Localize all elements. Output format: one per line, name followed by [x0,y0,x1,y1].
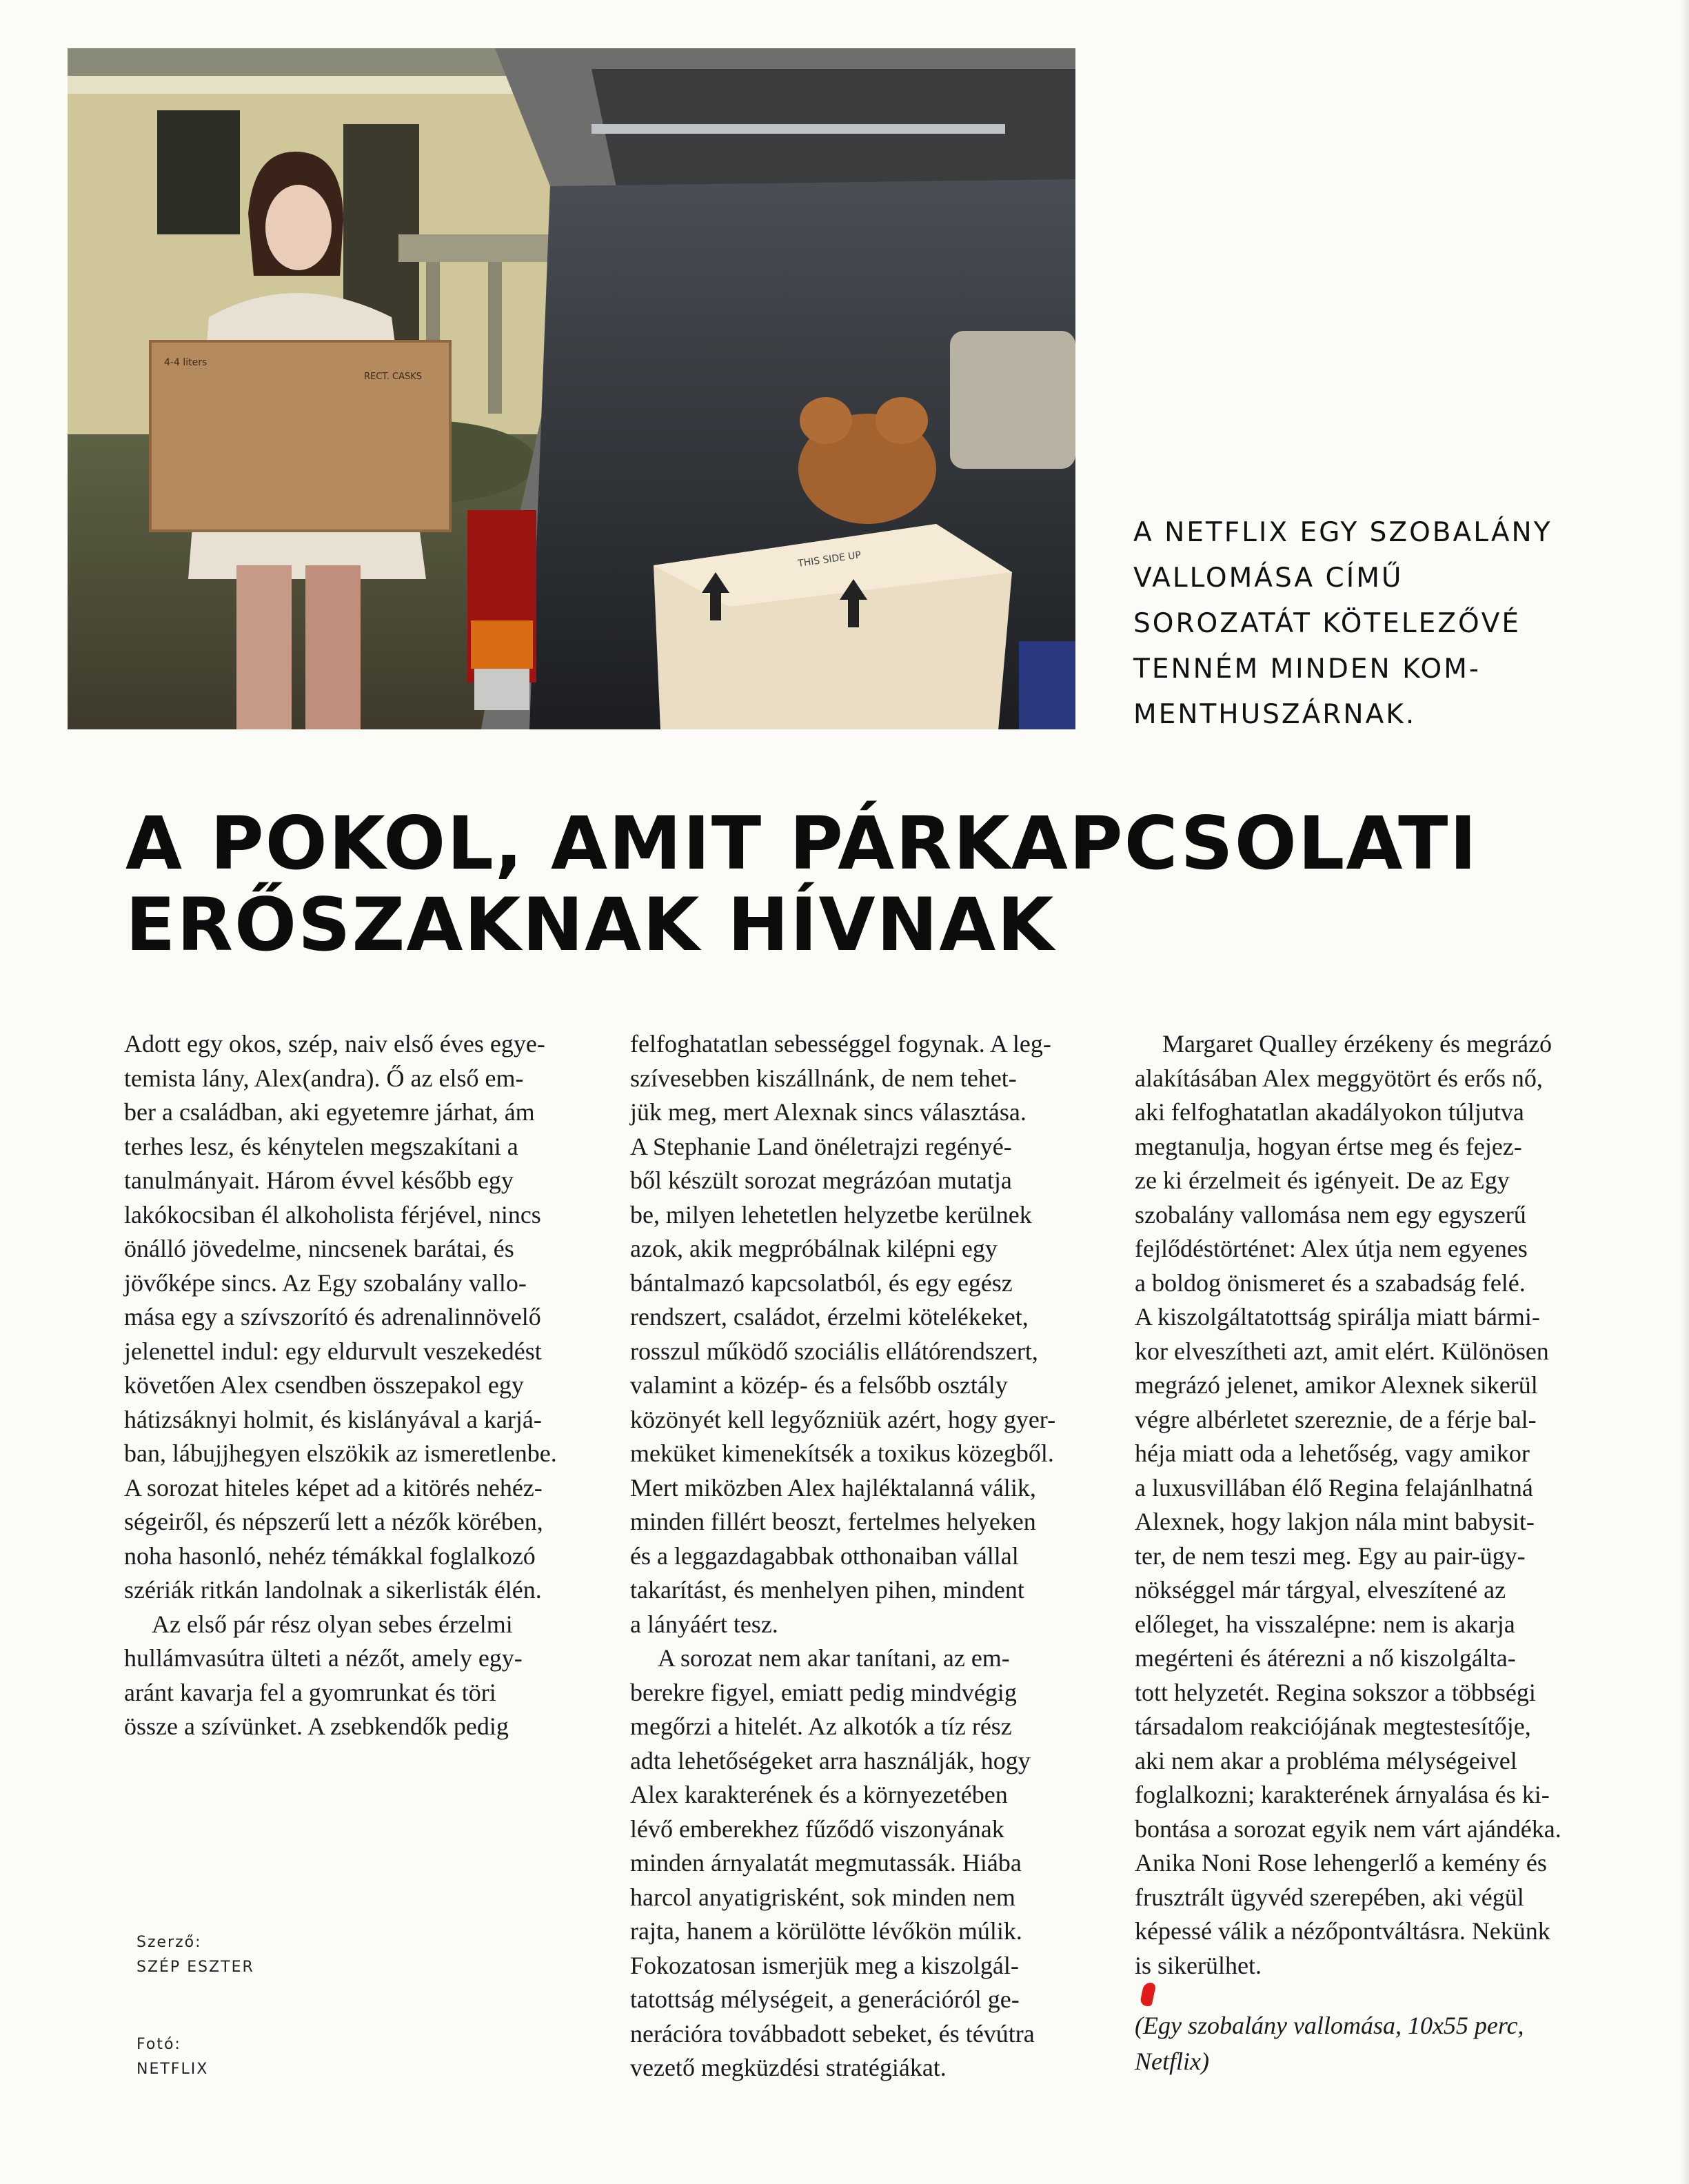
body-line: közönyét kell legyőzniük azért, hogy gyer- [630,1405,1056,1433]
body-line: a lányáért tesz. [630,1610,778,1638]
body-line: berekre figyel, emiatt pedig mindvégig [630,1678,1017,1706]
author-name: SZÉP ESZTER [136,1959,254,1976]
body-line: fejlődéstörténet: Alex útja nem egyenes [1135,1235,1528,1262]
body-line: ségeiről, és népszerű lett a nézők körében, [124,1508,543,1535]
body-line: önálló jövedelme, nincsenek barátai, és [124,1235,514,1262]
body-line: foglalkozni; karakterének árnyalása és ki- [1135,1781,1550,1808]
box-text-2: RECT. CASKS [364,372,422,382]
body-line: bántalmazó kapcsolatból, és egy egész [630,1268,1013,1297]
body-line: ze ki érzelmeit és igényeit. De az Egy [1135,1166,1510,1194]
photo-label: Fotó: [136,2036,181,2053]
body-line: Adott egy okos, szép, naiv első éves egye- [124,1030,545,1058]
body-line: lévő emberekhez fűződő viszonyának [630,1814,1004,1843]
body-line: előleget, ha visszalépne: nem is akarja [1135,1610,1515,1638]
photo-name: NETFLIX [136,2061,209,2078]
pull-quote-line: TENNÉM MINDEN KOM- [1133,654,1481,685]
body-column-1 [124,1027,579,1744]
body-line: tatottság mélységeit, a generációról ge- [630,1985,1020,2013]
box-text-1: 4-4 liters [164,357,208,368]
body-line: terhes lesz, és kénytelen megszakítani a [124,1132,518,1160]
body-line: azok, akik megpróbálnak kilépni egy [630,1235,998,1262]
body-line: héja miatt oda a lehetőség, vagy amikor [1135,1439,1530,1467]
body-line: szobalány vallomása nem egy egyszerű [1135,1200,1526,1228]
body-line: takarítást, és menhelyen pihen, mindent [630,1576,1024,1604]
body-line: hullámvasútra ülteti a nézőt, amely egy- [124,1644,523,1672]
photo-illustration [68,48,1075,729]
body-line: alakításában Alex meggyötört és erős nő, [1135,1064,1543,1092]
body-line: végre albérletet szereznie, de a férje bal- [1135,1405,1537,1433]
pull-quote-line: SOROZATÁT KÖTELEZŐVÉ [1133,608,1521,639]
body-line: minden árnyalatát megmutassák. Hiába [630,1849,1022,1877]
body-line: felfoghatatlan sebességgel fogynak. A leg- [630,1030,1051,1058]
body-line: a boldog önismeret és a szabadság felé. [1135,1268,1526,1297]
body-line: tanulmányait. Három évvel később egy [124,1166,514,1194]
body-line: harcol anyatigrisként, sok minden nem [630,1883,1015,1911]
body-line: aránt kavarja fel a gyomrunkat és töri [124,1678,496,1706]
body-line: megérteni és átérezni a nő kiszolgálta- [1135,1644,1516,1672]
page-edge-shadow [1679,0,1689,2184]
body-line: kor elveszítheti azt, amit elért. Különösen [1135,1337,1549,1365]
photo-credit [136,2032,208,2082]
body-line: megőrzi a hitelét. Az alkotók a tíz rész [630,1712,1012,1740]
author-credit [136,1930,254,1980]
pull-quote-line: VALLOMÁSA CÍMŰ [1133,563,1404,594]
body-line: ban, lábujjhegyen elszökik az ismeretlenbe. [124,1439,557,1467]
body-line: aki felfoghatatlan akadályokon túljutva [1135,1098,1524,1126]
article-photo [68,48,1075,729]
body-line: A sorozat nem akar tanítani, az em- [658,1644,1010,1672]
body-line-last [1135,1949,1590,2007]
body-line: szívesebben kiszállnánk, de nem tehet- [630,1064,1017,1092]
body-line: be, milyen lehetetlen helyzetbe kerülnek [630,1200,1032,1228]
body-line: mása egy a szívszorító és adrenalinnövelő [124,1303,541,1331]
body-line: Alexnek, hogy lakjon nála mint babysit- [1135,1508,1535,1535]
body-line: társadalom reakciójának megtestesítője, [1135,1712,1531,1740]
body-line: tott helyzetét. Regina sokszor a többségi [1135,1678,1536,1706]
author-label: Szerző: [136,1934,202,1951]
body-line: frusztrált ügyvéd szerepében, aki végül [1135,1883,1524,1911]
body-line: rendszert, családot, érzelmi kötelékeket, [630,1303,1029,1331]
body-line: Margaret Qualley érzékeny és megrázó [1162,1030,1553,1058]
body-line: megtanulja, hogyan értse meg és fejez- [1135,1132,1522,1160]
body-line: Anika Noni Rose lehengerlő a kemény és [1135,1849,1547,1877]
body-line: össze a szívünket. A zsebkendők pedig [124,1712,509,1740]
headline-line-1: A POKOL, AMIT PÁRKAPCSOLATI [125,801,1478,886]
body-column-3 [1135,1027,1590,2006]
body-line: rosszul működő szociális ellátórendszert, [630,1337,1038,1365]
body-line: adta lehetőségeket arra használják, hogy [630,1746,1031,1775]
body-line: lakókocsiban él alkoholista férjével, nincs [124,1200,541,1228]
body-line: A Stephanie Land önéletrajzi regényé- [630,1132,1012,1160]
body-line-text: is sikerülhet. [1135,1951,1262,1979]
body-line: ből készült sorozat megrázóan mutatja [630,1166,1012,1194]
body-column-2 [630,1027,1085,2085]
body-line: nerációra továbbadott sebeket, és tévútra [630,2019,1035,2048]
body-line: jelenettel indul: egy eldurvult veszekedést [124,1337,542,1365]
series-credit [1135,2008,1524,2079]
box-text-3: THIS SIDE UP [797,549,862,569]
body-line: ter, de nem teszi meg. Egy au pair-ügy- [1135,1541,1526,1570]
credit-line: Netflix) [1135,2048,1209,2075]
body-line: rajta, hanem a körülötte lévőkön múlik. [630,1917,1022,1945]
body-line: vezető megküzdési stratégiákat. [630,2054,947,2081]
body-line: A sorozat hiteles képet ad a kitörés nehéz- [124,1473,543,1502]
body-line: nökséggel már tárgyal, elveszítené az [1135,1576,1506,1604]
body-line: meküket kimenekítsék a toxikus közegből. [630,1439,1054,1467]
body-line: jövőképe sincs. Az Egy szobalány vallo- [124,1268,527,1297]
body-line: ber a családban, aki egyetemre járhat, ám [124,1098,535,1126]
body-line: Fokozatosan ismerjük meg a kiszolgál- [630,1951,1019,1979]
body-line: és a leggazdagabbak otthonaiban vállal [630,1541,1019,1570]
body-line: hátizsáknyi holmit, és kislányával a karjá- [124,1405,542,1433]
pull-quote [1133,510,1616,738]
body-line: A kiszolgáltatottság spirálja miatt bármi- [1135,1303,1540,1331]
pull-quote-line: MENTHUSZÁRNAK. [1133,699,1417,730]
body-line: Az első pár rész olyan sebes érzelmi [152,1610,513,1638]
body-line: képessé válik a nézőpontváltásra. Nekünk [1135,1917,1550,1945]
body-line: Alex karakterének és a környezetében [630,1781,1008,1808]
body-line: temista lány, Alex(andra). Ő az első em- [124,1064,524,1092]
body-line: a luxusvillában élő Regina felajánlhatná [1135,1473,1533,1502]
body-line: aki nem akar a probléma mélységeivel [1135,1746,1517,1775]
end-mark-icon [1139,1983,1156,2006]
body-line: szériák ritkán landolnak a sikerlisták élén. [124,1576,542,1604]
body-line: jük meg, mert Alexnak sincs választása. [630,1098,1026,1126]
body-line: valamint a közép- és a felsőbb osztály [630,1371,1008,1399]
body-line: noha hasonló, nehéz témákkal foglalkozó [124,1541,536,1570]
headline-line-2: ERŐSZAKNAK HÍVNAK [125,882,1055,967]
pull-quote-line: A NETFLIX EGY SZOBALÁNY [1133,517,1553,548]
credit-line: (Egy szobalány vallomása, 10x55 perc, [1135,2012,1524,2039]
article-headline [125,803,1608,966]
body-line: megrázó jelenet, amikor Alexnek sikerül [1135,1371,1538,1399]
body-line: bontása a sorozat egyik nem várt ajándéka. [1135,1814,1561,1843]
body-line: minden fillért beoszt, fertelmes helyeken [630,1508,1036,1535]
body-line: követően Alex csendben összepakol egy [124,1371,524,1399]
body-line: Mert miközben Alex hajléktalanná válik, [630,1473,1036,1502]
